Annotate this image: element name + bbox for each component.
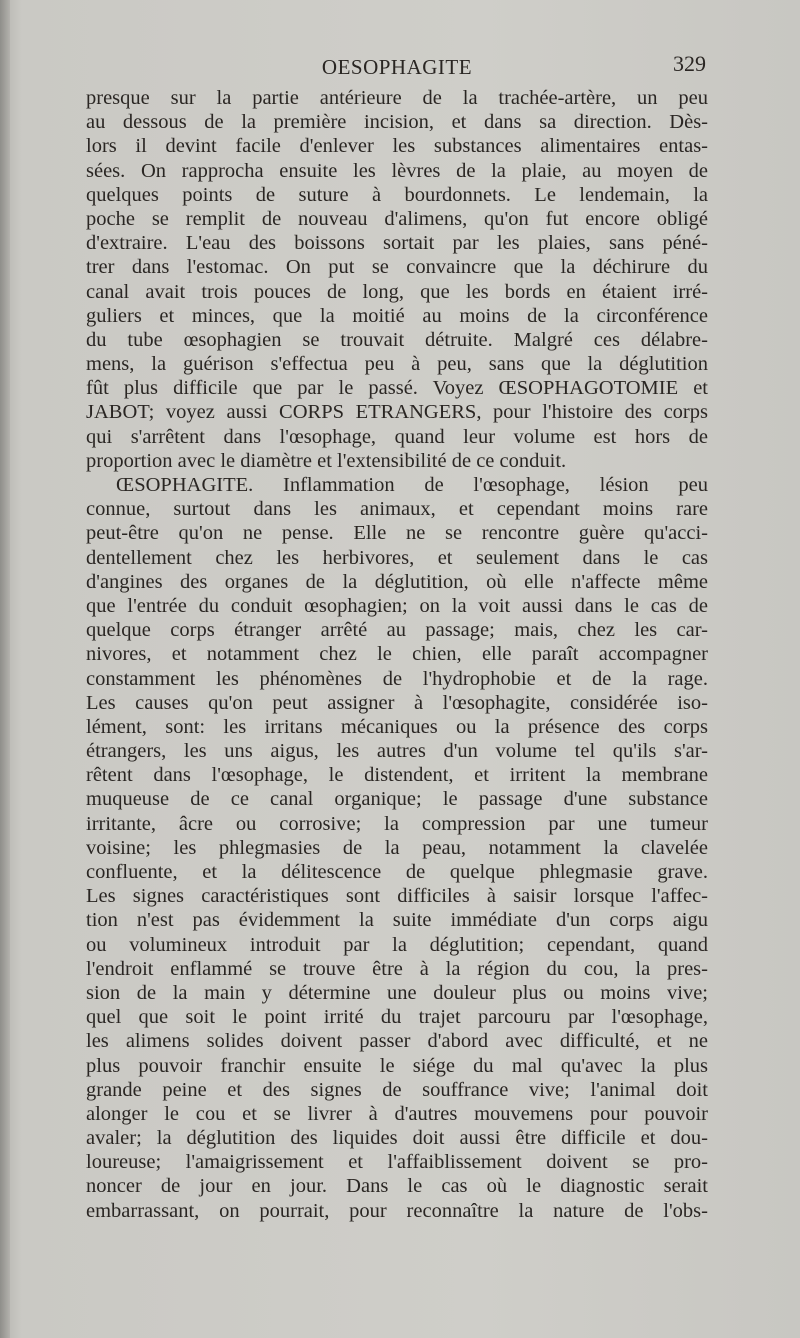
- text-line: guliers et minces, que la moitié au moins de la circonférence: [86, 304, 708, 327]
- page-header: [86, 51, 708, 85]
- text-line: lément, sont: les irritans mécaniques ou la présence des corps: [86, 715, 708, 738]
- text-line: tion n'est pas évidemment la suite immédiate d'un corps aigu: [86, 909, 708, 932]
- text-line: rêtent dans l'œsophage, le distendent, et irritent la membrane: [86, 764, 708, 787]
- text-line: Les causes qu'on peut assigner à l'œsophagite, considérée iso-: [86, 691, 708, 714]
- text-line: poche se remplit de nouveau d'alimens, qu'on fut encore obligé: [86, 207, 708, 230]
- text-line: loureuse; l'amaigrissement et l'affaiblissement doivent se pro-: [86, 1151, 708, 1174]
- text-line: d'angines des organes de la déglutition, où elle n'affecte même: [86, 570, 708, 593]
- text-line: presque sur la partie antérieure de la trachée-artère, un peu: [86, 87, 708, 109]
- text-line: quelques points de suture à bourdonnets. Le lendemain, la: [86, 183, 708, 206]
- text-line: sées. On rapprocha ensuite les lèvres de la plaie, au moyen de: [86, 159, 708, 182]
- text-line: du tube œsophagien se trouvait détruite. Malgré ces délabre-: [86, 328, 708, 351]
- text-line: fût plus difficile que par le passé. Voyez ŒSOPHAGOTOMIE et: [86, 377, 708, 400]
- text-line: plus pouvoir franchir ensuite le siége du mal qu'avec la plus: [86, 1054, 708, 1077]
- text-line: quelque corps étranger arrêté au passage; mais, chez les car-: [86, 619, 708, 642]
- text-line: étrangers, les uns aigus, les autres d'un volume tel qu'ils s'ar-: [86, 740, 708, 763]
- text-line: proportion avec le diamètre et l'extensibilité de ce conduit.: [86, 449, 567, 472]
- text-line: peut-être qu'on ne pense. Elle ne se rencontre guère qu'acci-: [86, 522, 708, 545]
- text-line: sion de la main y détermine une douleur plus ou moins vive;: [86, 981, 708, 1004]
- text-line: d'extraire. L'eau des boissons sortait par les plaies, sans péné-: [86, 232, 708, 255]
- text-line: grande peine et des signes de souffrance vive; l'animal doit: [86, 1078, 708, 1101]
- text-line: connue, surtout dans les animaux, et cependant moins rare: [86, 498, 708, 521]
- text-line: voisine; les phlegmasies de la peau, notamment la clavelée: [86, 836, 708, 859]
- text-line: les alimens solides doivent passer d'abord avec difficulté, et ne: [86, 1030, 708, 1053]
- text-line: quel que soit le point irrité du trajet parcouru par l'œsophage,: [86, 1006, 708, 1029]
- text-line: lors il devint facile d'enlever les substances alimentaires entas-: [86, 135, 708, 158]
- text-line: muqueuse de ce canal organique; le passage d'une substance: [86, 788, 708, 811]
- text-line: ŒSOPHAGITE. Inflammation de l'œsophage, lésion peu: [116, 474, 708, 496]
- text-line: que l'entrée du conduit œsophagien; on la voit aussi dans le cas de: [86, 594, 708, 617]
- text-line: ou volumineux introduit par la déglutition; cependant, quand: [86, 933, 708, 956]
- text-line: canal avait trois pouces de long, que les bords en étaient irré-: [86, 280, 708, 303]
- body-text: [86, 86, 708, 1223]
- text-line: qui s'arrêtent dans l'œsophage, quand leur volume est hors de: [86, 425, 708, 448]
- text-line: avaler; la déglutition des liquides doit aussi être difficile et dou-: [86, 1127, 708, 1150]
- page-number: 329: [673, 51, 706, 76]
- text-line: alonger le cou et se livrer à d'autres mouvemens pour pouvoir: [86, 1102, 708, 1125]
- text-line: embarrassant, on pourrait, pour reconnaître la nature de l'obs-: [86, 1199, 708, 1222]
- text-line: constamment les phénomènes de l'hydrophobie et de la rage.: [86, 667, 708, 690]
- text-line: nivores, et notamment chez le chien, elle paraît accompagner: [86, 643, 708, 666]
- text-line: confluente, et la délitescence de quelque phlegmasie grave.: [86, 861, 708, 883]
- running-title: OESOPHAGITE: [321, 55, 473, 79]
- text-line: dentellement chez les herbivores, et seulement dans le cas: [86, 546, 708, 569]
- text-line: trer dans l'estomac. On put se convaincre que la déchirure du: [86, 256, 708, 279]
- text-line: noncer de jour en jour. Dans le cas où le diagnostic serait: [86, 1175, 708, 1198]
- text-line: JABOT; voyez aussi CORPS ETRANGERS, pour l'histoire des corps: [86, 401, 708, 424]
- text-line: Les signes caractéristiques sont difficiles à saisir lorsque l'affec-: [86, 885, 708, 908]
- text-line: au dessous de la première incision, et dans sa direction. Dès-: [86, 111, 708, 134]
- book-spine-shadow: [0, 0, 10, 1338]
- text-line: irritante, âcre ou corrosive; la compression par une tumeur: [86, 812, 708, 835]
- text-line: mens, la guérison s'effectua peu à peu, sans que la déglutition: [86, 353, 708, 376]
- text-line: l'endroit enflammé se trouve être à la région du cou, la pres-: [86, 957, 708, 980]
